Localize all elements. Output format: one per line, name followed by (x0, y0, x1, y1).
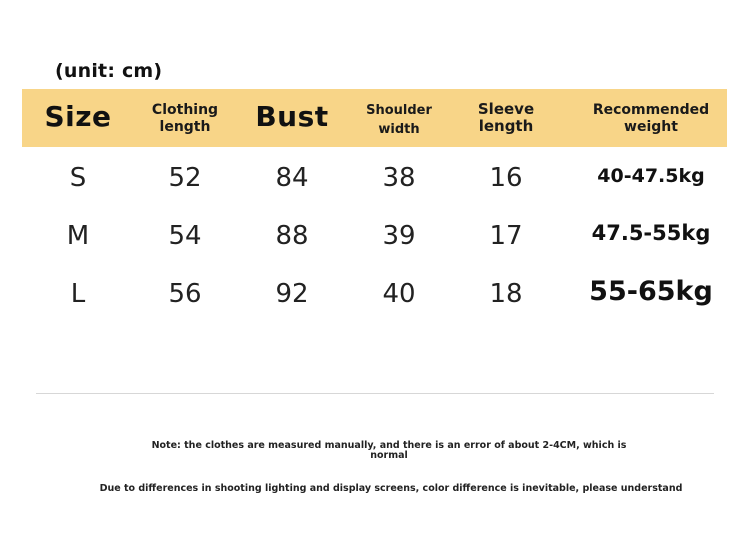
header-recommended-weight-line2: weight (624, 119, 678, 135)
row-s-weight: 40-47.5kg (597, 165, 705, 187)
row-m-shoulder-width: 39 (382, 221, 416, 251)
header-shoulder-width (366, 101, 432, 139)
row-s-size: S (69, 163, 87, 193)
row-l-weight: 55-65kg (589, 276, 713, 307)
header-recommended-weight (593, 102, 709, 136)
row-s-shoulder-width: 38 (382, 163, 416, 193)
row-s-clothing-length: 52 (168, 163, 202, 193)
row-l-sleeve-length: 18 (489, 279, 523, 309)
row-m-size: M (66, 221, 90, 251)
header-sleeve-length (478, 101, 534, 135)
row-s-bust: 84 (275, 163, 309, 193)
header-recommended-weight-line1: Recommended (592, 102, 710, 118)
header-sleeve-length-line1: Sleeve (477, 100, 535, 118)
header-size: Size (44, 100, 112, 133)
row-l-shoulder-width: 40 (382, 279, 416, 309)
row-l-bust: 92 (275, 279, 309, 309)
row-m-bust: 88 (275, 221, 309, 251)
header-clothing-length-line1: Clothing (151, 102, 219, 118)
header-sleeve-length-line2: length (478, 117, 534, 135)
header-clothing-length-line2: length (159, 119, 211, 135)
row-m-sleeve-length: 17 (489, 221, 523, 251)
header-clothing-length (152, 102, 218, 136)
row-m-weight: 47.5-55kg (591, 221, 711, 245)
row-s-sleeve-length: 16 (489, 163, 523, 193)
header-bust: Bust (255, 100, 329, 133)
row-m-clothing-length: 54 (168, 221, 202, 251)
header-shoulder-width-line2: width (378, 122, 420, 137)
divider-line (36, 393, 714, 394)
note-color-difference: Due to differences in shooting lighting and display screens, color difference is inevitable, please understand (99, 483, 683, 494)
note-measurement-line2: normal (370, 450, 408, 461)
row-l-size: L (70, 279, 86, 309)
row-l-clothing-length: 56 (168, 279, 202, 309)
header-shoulder-width-line1: Shoulder (366, 103, 432, 118)
note-measurement (152, 441, 627, 461)
unit-label: (unit: cm) (55, 60, 163, 82)
note-measurement-line1: Note: the clothes are measured manually, and there is an error of about 2-4CM, which is (151, 440, 627, 451)
